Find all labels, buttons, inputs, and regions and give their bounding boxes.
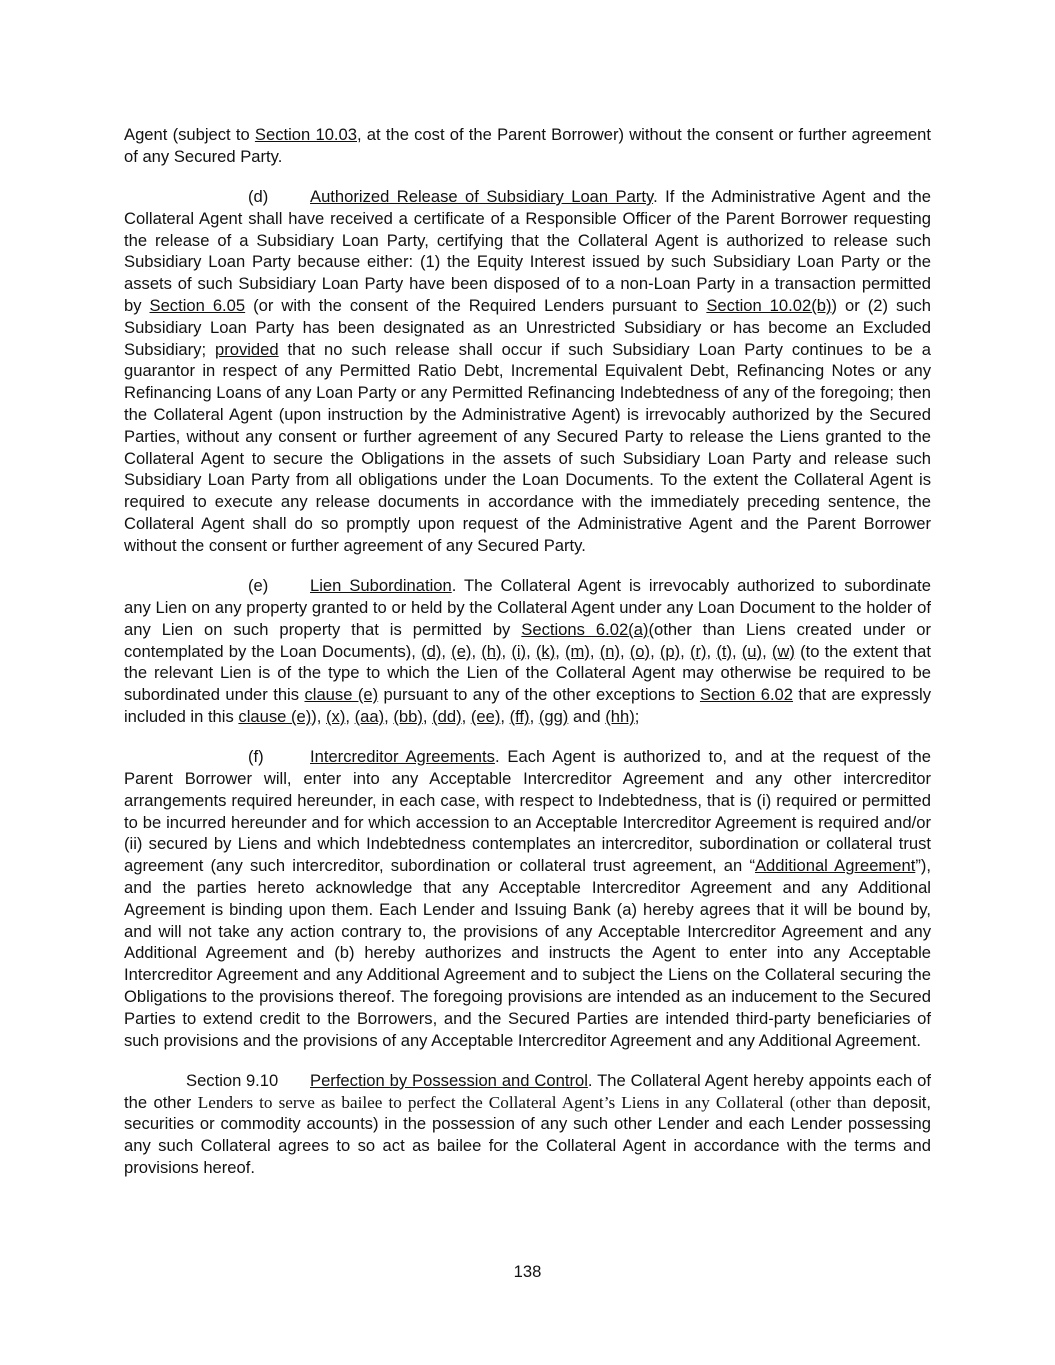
document-body bbox=[124, 124, 931, 1197]
clause-label: (f) bbox=[248, 747, 264, 767]
section-heading: Perfection by Possession and Control bbox=[310, 1070, 588, 1090]
section-ref: Section 6.02 bbox=[699, 685, 794, 705]
clause-ref: (hh) bbox=[605, 706, 635, 726]
text: ) or (2) such Subsidiary Loan Party has been designated as an Unrestricted Subsidiary or has become an Excluded Subsidiary; bbox=[124, 296, 931, 359]
section-ref: Section 6.05 bbox=[149, 296, 246, 316]
clause-label: (e) bbox=[248, 576, 269, 596]
clause-ref: (u) bbox=[741, 641, 763, 661]
clause-ref: (k) bbox=[535, 641, 556, 661]
text: ”), and the parties hereto acknowledge that any Acceptable Intercreditor Agreement and any Additional Agreement is binding upon them. Each Lender and Issuing Bank (a) hereby agrees that it will be bound by, and will not take any action contrary to, the provisions of any Acceptable Intercreditor Agreement and any Additional Agreement and (b) hereby authorizes and instructs the Agent to enter into any Acceptable Intercreditor Agreement and any Additional Agreement and to subject the Liens on the Collateral securing the Obligations to the provisions thereof. The foregoing provisions are intended as an inducement to the Secured Parties to extend credit to the Borrowers, and the Secured Parties are intended third-party beneficiaries of such provisions and the provisions of any Acceptable Intercreditor Agreement and any Additional Agreement. bbox=[124, 856, 931, 1050]
clause-heading: Intercreditor Agreements bbox=[310, 747, 495, 767]
section-ref: Section 10.03 bbox=[254, 125, 357, 144]
text: (to the extent that the relevant Lien is of the type to which the Lien of the Collateral Agent may otherwise be required to be subordinated under this bbox=[124, 641, 931, 705]
clause-ref: (i) bbox=[511, 641, 527, 661]
clause-ref: (ee) bbox=[470, 706, 501, 726]
clause-heading: Lien Subordination bbox=[310, 576, 452, 596]
clause-ref: (bb) bbox=[393, 706, 423, 726]
clause-ref: (t) bbox=[716, 641, 732, 661]
text: that are expressly included in this bbox=[124, 685, 932, 726]
paragraph-e: (e) Lien Subordination. The Collateral Agent is irrevocably authorized to subordinate any Lien on any property granted to or held by the Collateral Agent under any Loan Document to the holder of any Lien on such property that is permitted by Sections 6.02(a)(other than Liens created under or contemplated by the Loan Documents), (d), (e), (h), (i), (k), (m), (n), (o), (p), (r), (t), (u), (w) (to the extent that the relevant Lien is of the type to which the Lien of the Collateral Agent may otherwise be required to be subordinated under this clause (e) pursuant to any of the other exceptions to Section 6.02 that are expressly included in this clause (e)), (x), (aa), (bb), (dd), (ee), (ff), (gg) and (hh); bbox=[124, 576, 932, 726]
text: (other than Liens created under or contemplated by the Loan Documents), bbox=[124, 619, 932, 661]
section-ref: Sections 6.02(a) bbox=[521, 619, 649, 639]
clause-ref: (ff) bbox=[509, 706, 530, 726]
clause-ref: (n) bbox=[599, 641, 620, 661]
clause-ref: (h) bbox=[481, 641, 502, 661]
text: Lenders to serve as bailee to perfect the Collateral Agent’s Liens in any Collateral (other than bbox=[197, 1092, 867, 1112]
clause-heading: Authorized Release of Subsidiary Loan Party bbox=[310, 187, 654, 207]
paragraph-section-9-10 bbox=[124, 1070, 931, 1179]
text: deposit, securities or commodity accounts) in the possession of any such other Lender and each Lender possessing any such Collateral agrees to so act as bailee for the Collateral Agent in accordance with the terms and provisions hereof. bbox=[124, 1092, 931, 1178]
clause-ref: (w) bbox=[771, 641, 795, 661]
text: pursuant to any of the other exceptions to bbox=[378, 685, 700, 705]
text: and bbox=[568, 706, 606, 726]
clause-ref: (e) bbox=[451, 641, 472, 661]
clause-ref: clause (e) bbox=[304, 685, 379, 705]
section-ref: Section 10.02(b) bbox=[706, 296, 832, 316]
text: . If the Administrative Agent and the Collateral Agent shall have received a certificate of a Responsible Officer of the Parent Borrower requesting the release of a Subsidiary Loan Party, certifying that the Collateral Agent is authorized to release such Subsidiary Loan Party because either: (1) the Equity Interest issued by such Subsidiary Loan Party or the assets of such Subsidiary Loan Party have been disposed of to a non-Loan Party in a transaction permitted by bbox=[124, 187, 931, 316]
paragraph-continuation bbox=[124, 124, 931, 168]
clause-ref: (aa) bbox=[354, 706, 385, 726]
defined-term: Additional Agreement bbox=[754, 856, 916, 876]
text: . The Collateral Agent is irrevocably authorized to subordinate any Lien on any property granted to or held by the Collateral Agent under any Loan Document to the holder of any Lien on such property that is permitted by bbox=[124, 576, 932, 639]
text: ; bbox=[634, 706, 640, 726]
clause-ref: (dd) bbox=[432, 706, 462, 726]
clause-label: (d) bbox=[248, 187, 269, 207]
clause-ref: (r) bbox=[689, 641, 707, 661]
section-number: Section 9.10 bbox=[186, 1070, 279, 1090]
text: . Each Agent is authorized to, and at the request of the Parent Borrower will, enter into any Acceptable Intercreditor Agreement and any other intercreditor arrangements required hereunder, in each case, with respect to Indebtedness, that is (i) required or permitted to be incurred hereunder and for which accession to an Acceptable Intercreditor Agreement is required and/or (ii) secured by Liens and which Indebtedness contemplates an intercreditor, subordination or collateral trust agreement (any such intercreditor, subordination or collateral trust agreement, an “ bbox=[124, 747, 931, 876]
clause-ref: clause (e) bbox=[238, 706, 312, 726]
text: that no such release shall occur if such Subsidiary Loan Party continues to be a guarantor in respect of any Permitted Ratio Debt, Incremental Equivalent Debt, Refinancing Notes or any Refinancing Loans of any Loan Party or any Permitted Refinancing Indebtedness of any of the foregoing; then the Collateral Agent (upon instruction by the Administrative Agent) is irrevocably authorized by the Secured Parties, without any consent or further agreement of any Secured Party to release the Liens granted to the Collateral Agent to secure the Obligations in the assets of such Subsidiary Loan Party and release such Subsidiary Loan Party from all obligations under the Loan Documents. To the extent the Collateral Agent is required to execute any release documents in accordance with the immediately preceding sentence, the Collateral Agent shall do so promptly upon request of the Administrative Agent and the Parent Borrower without the consent or further agreement of any Secured Party. bbox=[124, 339, 932, 555]
text: , at the cost of the Parent Borrower) without the consent or further agreement of any Secured Party. bbox=[124, 125, 932, 166]
text: (or with the consent of the Required Lenders pursuant to bbox=[245, 296, 707, 316]
text: ), bbox=[311, 706, 326, 726]
paragraph-d bbox=[124, 186, 931, 557]
clause-ref: (x) bbox=[326, 706, 346, 726]
text: Agent (subject to bbox=[124, 125, 255, 144]
clause-ref: (d) bbox=[421, 641, 442, 661]
paragraph-f bbox=[124, 746, 931, 1051]
clause-ref: (gg) bbox=[538, 706, 569, 726]
clause-ref: (m) bbox=[565, 641, 590, 661]
proviso: provided bbox=[214, 339, 279, 359]
page-number: 138 bbox=[513, 1262, 542, 1281]
clause-ref: (p) bbox=[659, 641, 681, 661]
clause-ref: (o) bbox=[629, 641, 651, 661]
text: . The Collateral Agent hereby appoints each of the other bbox=[124, 1070, 931, 1112]
